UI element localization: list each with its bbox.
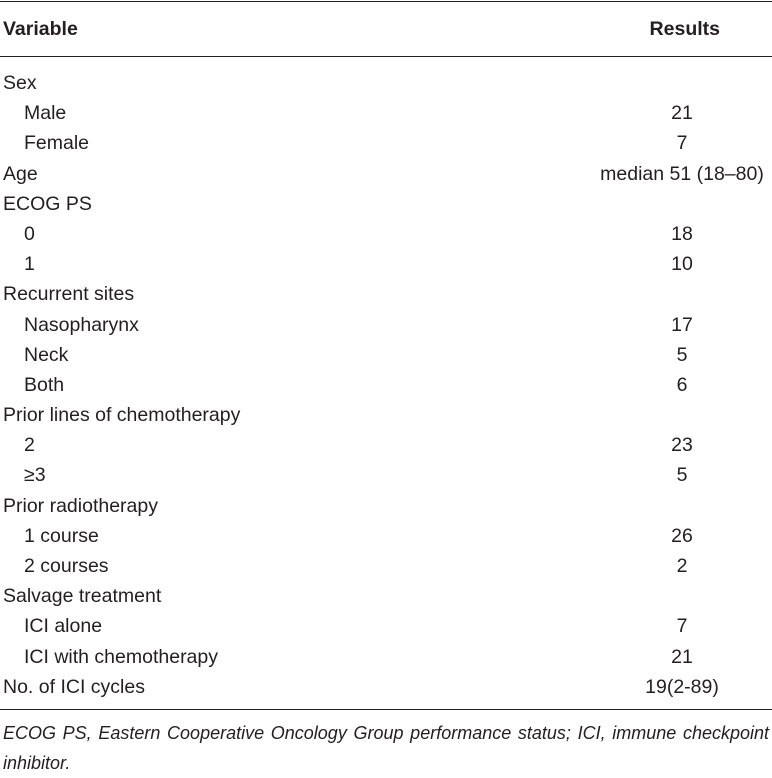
row-label: 2 courses (24, 555, 109, 577)
table-row (0, 370, 772, 400)
row-label: ECOG PS (3, 192, 92, 215)
row-label: Age (3, 162, 38, 185)
table-bottom-rule (0, 709, 772, 710)
table-row (0, 400, 772, 430)
table-header (0, 0, 772, 56)
table-row (0, 460, 772, 490)
row-value: 5 (676, 464, 688, 487)
row-label: Salvage treatment (3, 585, 162, 608)
table-row (0, 310, 772, 340)
table-header-rule (0, 56, 772, 57)
row-value: 19(2-89) (645, 675, 719, 698)
row-label: Prior radiotherapy (3, 494, 158, 517)
row-value: 21 (671, 645, 693, 668)
row-value: 17 (671, 313, 693, 336)
row-label: Both (24, 373, 65, 396)
table-row (0, 340, 772, 370)
row-value: 18 (671, 222, 693, 245)
row-label: Neck (24, 343, 69, 366)
table-row (0, 551, 772, 581)
row-label: Prior lines of chemotherapy (3, 404, 241, 427)
header-variable: Variable (3, 18, 78, 40)
row-label: Sex (3, 72, 37, 94)
row-label: 2 (24, 434, 35, 457)
row-label: ICI alone (24, 615, 103, 638)
row-label: ≥3 (24, 464, 46, 487)
table-row (0, 219, 772, 249)
table-row (0, 521, 772, 551)
table-row (0, 491, 772, 521)
table-body (0, 68, 772, 702)
row-label: 1 (24, 253, 35, 276)
row-value: 6 (676, 373, 688, 396)
row-value: 23 (671, 434, 693, 457)
row-value: 26 (671, 524, 693, 547)
table-row (0, 672, 772, 702)
row-value: 7 (676, 615, 688, 638)
row-value: 2 (676, 555, 688, 577)
row-label: Female (24, 132, 90, 155)
table-row (0, 159, 772, 189)
table-row (0, 430, 772, 460)
row-label: 1 course (24, 524, 99, 547)
table-row (0, 279, 772, 309)
row-value: 21 (671, 102, 693, 125)
table-row (0, 581, 772, 611)
table-row (0, 611, 772, 641)
table-row (0, 128, 772, 158)
row-value: 10 (671, 253, 693, 276)
table-row (0, 189, 772, 219)
row-value: 5 (676, 343, 688, 366)
table-row (0, 98, 772, 128)
table-footnote: ECOG PS, Eastern Cooperative Oncology Group performance status; ICI, immune checkpoint inhibitor. (3, 723, 769, 773)
header-results: Results (649, 18, 720, 40)
row-label: 0 (24, 222, 35, 245)
row-label: No. of ICI cycles (3, 675, 145, 698)
row-label: Recurrent sites (3, 283, 135, 306)
table-row (0, 68, 772, 98)
row-value: median 51 (18–80) (600, 162, 764, 185)
row-value: 7 (676, 132, 688, 155)
table-row (0, 249, 772, 279)
row-label: Male (24, 102, 67, 125)
row-label: Nasopharynx (24, 313, 139, 336)
row-label: ICI with chemotherapy (24, 645, 219, 668)
table-row (0, 642, 772, 672)
